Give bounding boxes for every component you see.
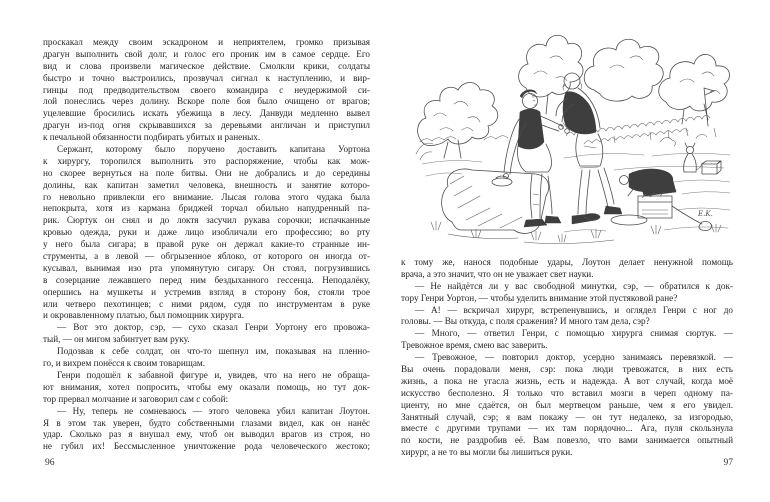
text-line: рик. Сюртук он снял и до локтя засучил рукава сорочки; испачканные — [43, 215, 370, 226]
text-line: Подозвав к себе солдат, он что-то шепнул им, показывая на пленно- — [57, 346, 370, 357]
text-line: ют внимания, хотел попросить, чтобы ему оказали помощь, но тут док- — [43, 381, 370, 392]
text-line: го невольно привлекли его внимание. Лысая голова этого чудака была — [43, 191, 370, 202]
text-line: — Ну, теперь не сомневаюсь — этого человека убил капитан Лоутон. — [57, 405, 370, 416]
medical-chest — [638, 177, 712, 231]
text-line: удар. Сколько раз я внушал ему, чтоб он выводил врагов из строя, но — [43, 429, 370, 440]
right-page-text — [401, 257, 733, 459]
text-line: — Много, — ответил Генри, с помощью хирурга снимая сюртук. — — [415, 328, 733, 339]
text-line: или четверо пехотинцев; с ними рядом, судя по инструментам в руке — [43, 298, 370, 309]
text-line: вместе с другими трупами — их там порядочно... Ага, пуля скользнула — [401, 423, 733, 434]
text-line: врача, а это значит, что он не уважает свет науки. — [401, 268, 594, 279]
text-line: тый, — он мигом забинтует вам руку. — [43, 334, 190, 345]
text-line: го, и вихрем понёсся к своим товарищам. — [43, 358, 206, 369]
text-line: проскакал между своим эскадроном и неприятелем, громко призывая — [43, 37, 370, 47]
text-line: хирург, а не то вы могли бы лишиться руки. — [401, 447, 573, 458]
text-line: драгун из-под огня скрывавшихся за деревьями англичан и приступил — [43, 120, 370, 131]
text-line: Сержант, которому было поручено доставить капитана Уортона — [57, 144, 370, 155]
text-line: кусывал, вынимая изо рта упомянутую сигару. Он стоял, погрузившись — [43, 262, 370, 273]
text-line: у него была сигара; в правой руке он держал какие-то странные ин- — [43, 239, 370, 250]
bowl-and-plate — [584, 214, 647, 225]
left-page-number: 96 — [45, 458, 55, 468]
text-line: Генри подошёл к забавной фигуре и, увидев, что на него не обраща- — [57, 369, 370, 380]
text-line: в созерцание лежавшего перед ним бездыханного гессенца. Неподалёку, — [43, 274, 370, 285]
text-line: опершись на мушкеты и устремив взгляд в сторону боя, стояли трое — [43, 286, 370, 297]
tree-left — [416, 82, 498, 160]
text-line: — А! — вскричал хирург, встрепенувшись, и оглядел Генри с ног до — [415, 304, 733, 315]
grass — [431, 221, 721, 244]
text-line: долины, как капитан заметил человека, внешность и занятие которо- — [43, 179, 370, 190]
text-line: — Не найдётся ли у вас свободной минутки, сэр, — обратился к док- — [415, 280, 733, 291]
text-line: Тревожное время, смею вас заверить. — [401, 340, 548, 351]
left-page-text — [43, 37, 370, 453]
text-line: быстро и точно выстроились, прозвучал сигнал к наступлению, и вир- — [43, 72, 370, 83]
text-line: — Тревожное, — повторил доктор, усердно занимаясь перевязкой. — — [415, 352, 733, 363]
text-line: не губил их! Бессмысленное уничтожение рода человеческого жестоко; — [43, 441, 370, 452]
text-line: Я в этом так уверен, будто собственными глазами видел, как он нанёс — [43, 417, 370, 428]
text-line: драгун выполнить свой долг, и голос его проник им в самое сердце. Его — [43, 48, 370, 59]
right-page-number: 97 — [723, 458, 733, 468]
text-line: струменты, а в левой — обгрызенное яблоко, от которого он иногда от- — [43, 251, 370, 262]
text-line: — Вот это доктор, сэр, — сухо сказал Генри Уортону его провожа- — [57, 322, 370, 333]
text-line: головы. — Вы откуда, с поля сражения? И много там дела, сэр? — [401, 316, 650, 327]
battlefield-surgery-illustration — [414, 24, 736, 246]
text-line: уцелевшие бросились искать убежища в лесу. Данвуди медленно вывел — [43, 108, 370, 119]
text-line: тору Генри Уортон, — чтобы уделить внимание этой пустяковой ране? — [401, 292, 678, 303]
text-line: к хирургу, торопился выполнить это распоряжение, чтобы как мож- — [43, 155, 370, 166]
illustration-canvas — [414, 24, 736, 246]
figure-surgeon-standing — [556, 73, 622, 224]
text-line: гинцы под предводительством своего командира с неудержимой си- — [43, 84, 370, 95]
text-line: но скорее вернуться на поле битвы. Они не добрались и до середины — [43, 167, 370, 178]
text-line: по кости, не раздробив её. Вам повезло, что вами занимается опытный — [401, 435, 733, 446]
text-line: и окровавленному платью, был помощник хирурга. — [43, 310, 245, 321]
figure-henry-seated — [492, 90, 567, 227]
text-line: лой понеслись через долину. Вскоре поле боя было очищено от врагов; — [43, 96, 370, 107]
text-line: к тому же, нанося подобные удары, Лоутон делает ненужной помощь — [401, 257, 733, 267]
text-line: искусство бесполезно. Я только что вставил мозги в череп одному па- — [401, 387, 733, 398]
dog — [684, 143, 702, 172]
text-line: жизнь, а пока не угасла жизнь, есть и надежда. А вот случай, когда моё — [401, 375, 733, 386]
text-line: кровью одежда, руки и даже лицо изобличали его профессию; во рту — [43, 227, 370, 238]
text-line: циенту, но мне сдаётся, он был мертвецом раньше, чем я его увидел. — [401, 399, 733, 410]
text-line: Вы очень порадовали меня, сэр: пока люди тревожатся, в них есть — [401, 364, 733, 375]
text-line: Занятный случай, сэр; я вам покажу — он тут недалеко, за изгородью, — [401, 411, 733, 422]
trees-right — [584, 39, 729, 124]
illustration-signature: E.K. — [698, 210, 713, 218]
text-line: непокрыта, хотя из кармана бриджей торчал обильно напудренный па- — [43, 203, 370, 214]
text-line: вид и слова произвели магическое действие. Смолкли крики, солдаты — [43, 60, 370, 71]
text-line: к печальной обязанности подбирать убитых и раненых. — [43, 132, 261, 143]
text-line: тор прервал молчание и заговорил сам с собой: — [43, 393, 229, 404]
